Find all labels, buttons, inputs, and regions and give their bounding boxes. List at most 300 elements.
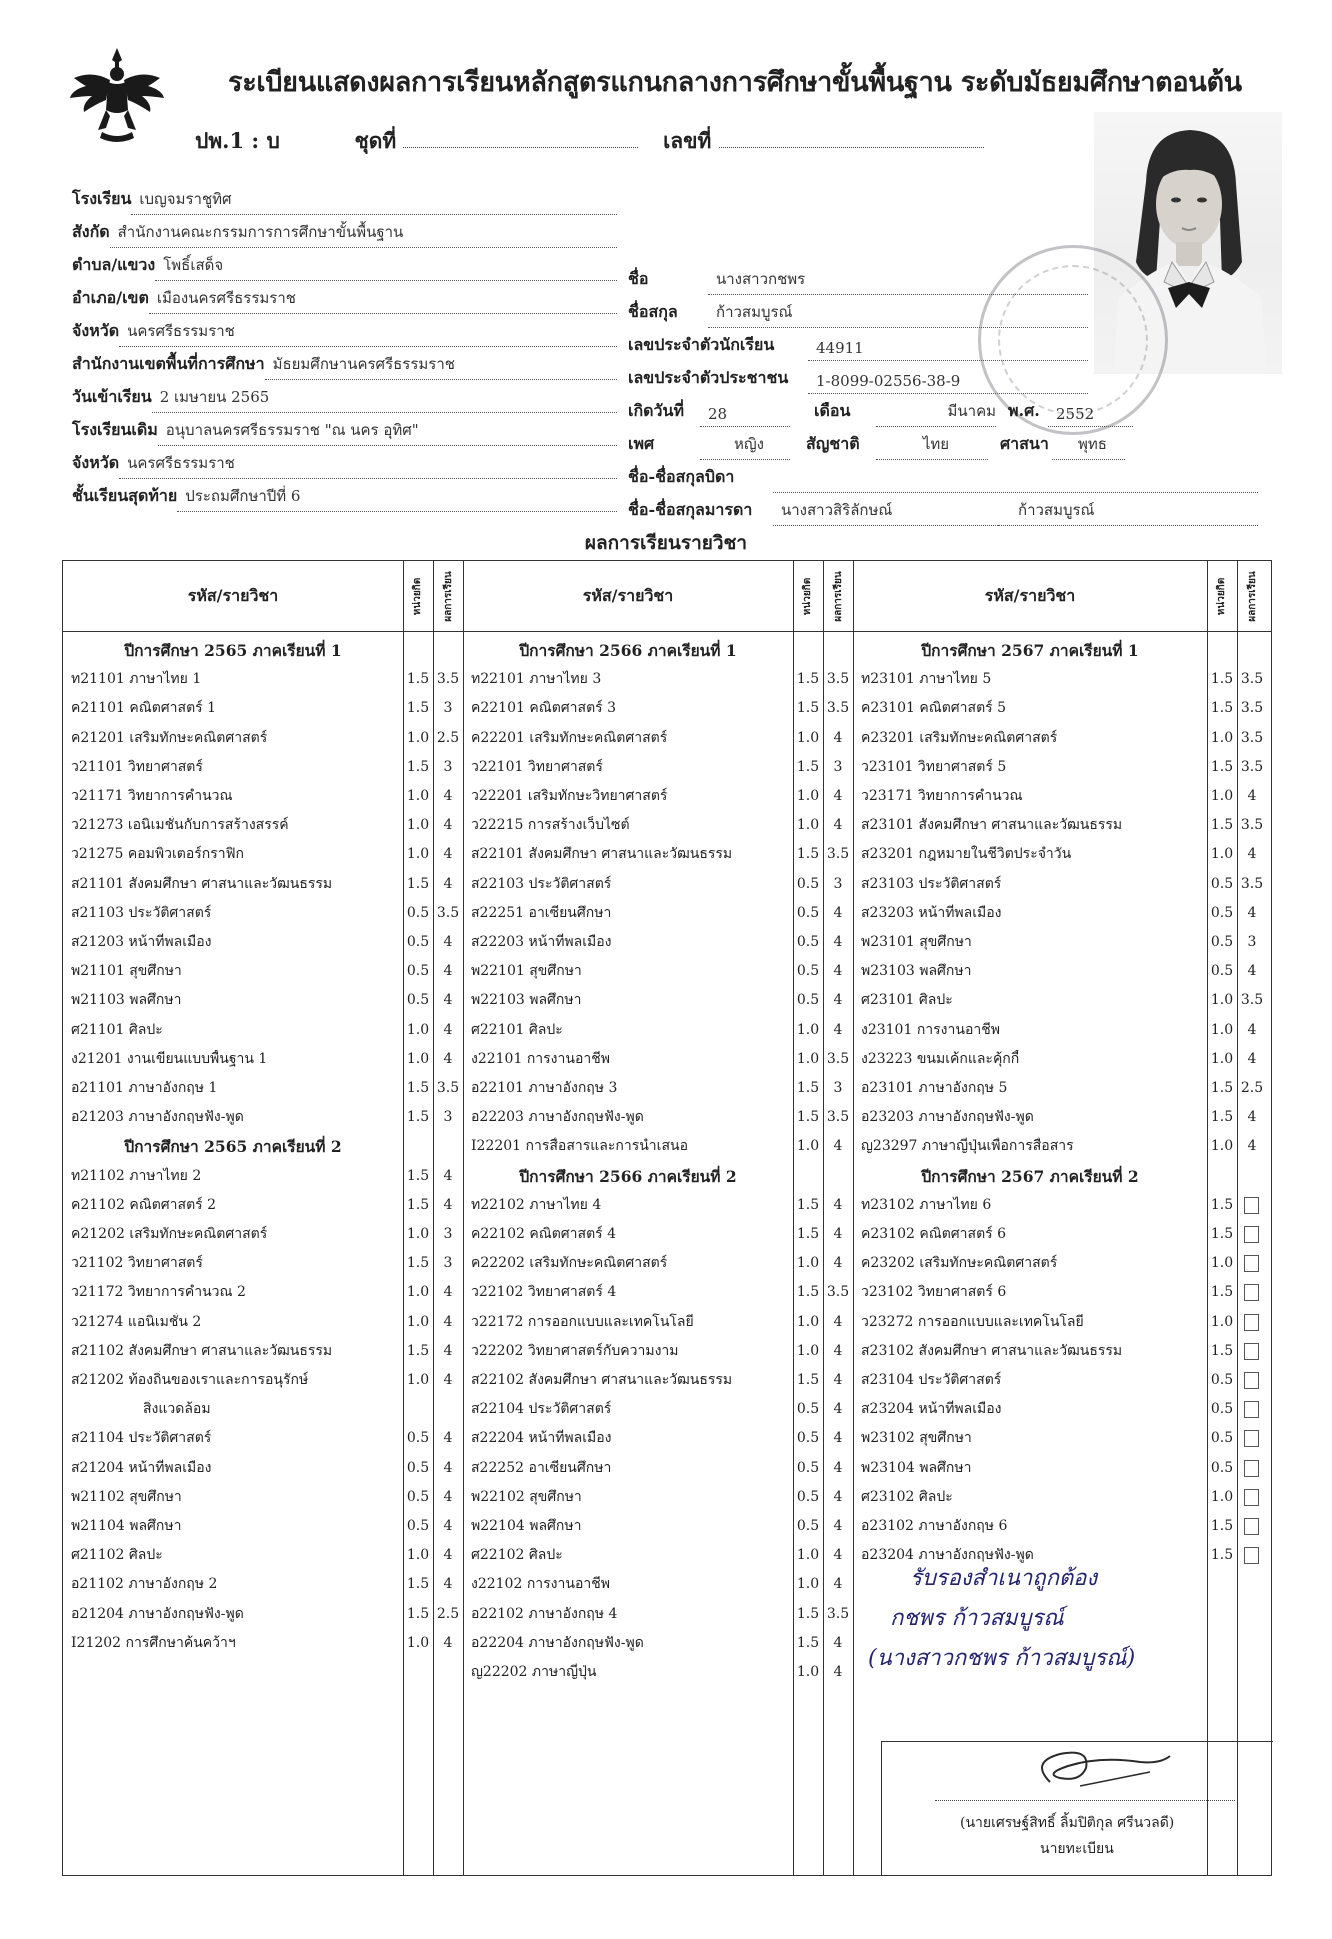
credit-value: 0.5 [406, 992, 430, 1009]
subject-name: ว21172 วิทยาการคำนวณ 2 [71, 1284, 246, 1301]
credit-value: 0.5 [796, 1401, 820, 1418]
grade-value: 3 [833, 758, 843, 775]
info-row [72, 446, 617, 479]
sex: หญิง [700, 432, 790, 460]
grade-empty-box [1244, 1547, 1259, 1564]
subject-name: อ23204 ภาษาอังกฤษฟัง-พูด [861, 1547, 1034, 1564]
info-row [72, 215, 617, 248]
subject-name: ส23101 สังคมศึกษา ศาสนาและวัฒนธรรม [861, 817, 1123, 834]
credit-value: 1.5 [796, 846, 820, 863]
header-grade-text: ผลการเรียน [832, 570, 844, 622]
info-row [72, 380, 617, 413]
grade-value: 4 [833, 1342, 843, 1359]
grade-value: 4 [443, 1284, 453, 1301]
grade-value: 3.5 [826, 1605, 850, 1622]
subject-name: ค22201 เสริมทักษะคณิตศาสตร์ [471, 729, 668, 746]
info-label: จังหวัด [72, 321, 120, 340]
subject-name: ส21203 หน้าที่พลเมือง [71, 934, 212, 950]
subject-name: ว22101 วิทยาศาสตร์ [471, 758, 603, 775]
credit-value: 1.0 [796, 1576, 820, 1593]
credit-value: 1.5 [1210, 1518, 1234, 1534]
grade-value: 3.5 [1240, 817, 1264, 834]
subject-name: ง21201 งานเขียนแบบพื้นฐาน 1 [71, 1050, 268, 1067]
credit-value: 1.0 [406, 817, 430, 834]
credit-value: 1.5 [406, 1167, 430, 1184]
grade-value: 4 [443, 1196, 453, 1213]
citizen-id-label: เลขประจำตัวประชาชน [628, 368, 789, 387]
subject-name: ส22102 สังคมศึกษา ศาสนาและวัฒนธรรม [471, 1372, 733, 1388]
sex-label: เพศ [628, 434, 655, 453]
credit-value: 1.5 [796, 700, 820, 717]
credit-value: 1.5 [406, 1255, 430, 1272]
credit-value: 1.0 [796, 1050, 820, 1067]
grade-empty-box [1244, 1460, 1259, 1477]
grade-value: 4 [443, 992, 453, 1009]
subject-name: ส22251 อาเซียนศึกษา [471, 904, 612, 921]
grade-value: 3.5 [1240, 729, 1264, 746]
grade-value: 4 [443, 1342, 453, 1359]
subject-name: ส22104 ประวัติศาสตร์ [471, 1401, 612, 1418]
info-row [72, 479, 617, 512]
grade-value: 4 [833, 1313, 843, 1330]
subject-name: ค23202 เสริมทักษะคณิตศาสตร์ [861, 1255, 1058, 1272]
citizen-id: 1-8099-02556-38-9 [808, 372, 1088, 394]
subject-name: ค23101 คณิตศาสตร์ 5 [861, 700, 1007, 717]
column-border [853, 561, 854, 1875]
grade-value: 4 [443, 1372, 453, 1388]
grade-value: 3.5 [826, 671, 850, 688]
credit-value: 1.5 [796, 1284, 820, 1301]
credit-value: 1.5 [406, 1605, 430, 1622]
credit-value: 1.0 [796, 1138, 820, 1155]
school-info [72, 182, 617, 512]
info-row [72, 182, 617, 215]
subject-name: อ21102 ภาษาอังกฤษ 2 [71, 1576, 218, 1593]
subject-name: ส22101 สังคมศึกษา ศาสนาและวัฒนธรรม [471, 846, 733, 863]
grade-value: 4 [833, 1196, 843, 1213]
subject-name: ญ23297 ภาษาญี่ปุ่นเพื่อการสื่อสาร [861, 1138, 1074, 1155]
info-label: โรงเรียน [72, 189, 132, 208]
grade-value: 4 [833, 1226, 843, 1242]
header-grade [1237, 563, 1267, 629]
subject-name: พ21103 พลศึกษา [71, 992, 182, 1009]
header-grade-text: ผลการเรียน [1246, 570, 1258, 622]
subject-name: ส21202 ท้องถิ่นของเราและการอนุรักษ์ [71, 1372, 309, 1388]
credit-value: 1.0 [796, 1021, 820, 1038]
info-label: ตำบล/แขวง [72, 255, 156, 274]
grade-value: 4 [443, 1021, 453, 1038]
subject-name: ค22101 คณิตศาสตร์ 3 [471, 700, 617, 717]
info-label: โรงเรียนเดิม [72, 420, 158, 439]
credit-value: 0.5 [796, 1430, 820, 1447]
info-label: สำนักงานเขตพื้นที่การศึกษา [72, 354, 265, 373]
subject-name: ท23101 ภาษาไทย 5 [861, 671, 992, 688]
grade-value: 4 [833, 788, 843, 804]
grade-empty-box [1244, 1255, 1259, 1272]
form-code: ปพ.1 : บ [195, 128, 280, 153]
grade-value: 4 [443, 1576, 453, 1593]
grade-value: 3.5 [1240, 992, 1264, 1009]
credit-value: 1.0 [1210, 1255, 1234, 1272]
credit-value: 1.5 [406, 758, 430, 775]
subject-name: ส23103 ประวัติศาสตร์ [861, 875, 1002, 892]
grade-value: 4 [1247, 846, 1257, 863]
subject-name: ส22103 ประวัติศาสตร์ [471, 875, 612, 892]
subject-name: อ21204 ภาษาอังกฤษฟัง-พูด [71, 1605, 244, 1622]
birth-day: 28 [700, 405, 790, 427]
credit-value: 1.0 [796, 1313, 820, 1330]
grade-empty-box [1244, 1401, 1259, 1418]
grade-value: 4 [833, 1255, 843, 1272]
subject-continuation: สิ่งแวดล้อม [143, 1401, 211, 1418]
mother-label: ชื่อ-ชื่อสกุลมารดา [628, 500, 753, 519]
subject-name: ส21104 ประวัติศาสตร์ [71, 1430, 212, 1447]
header-subject: รหัส/รายวิชา [582, 585, 674, 605]
subject-name: I22201 การสื่อสารและการนำเสนอ [471, 1138, 688, 1155]
credit-value: 1.0 [1210, 1138, 1234, 1155]
subject-name: ส23104 ประวัติศาสตร์ [861, 1372, 1002, 1388]
credit-value: 1.5 [1210, 1547, 1234, 1564]
signature-box-left-border [881, 1741, 882, 1875]
credit-value: 1.0 [1210, 846, 1234, 863]
grade-value: 4 [1247, 1138, 1257, 1155]
birth-row [628, 394, 1278, 427]
subject-name: ว21273 เอนิเมชั่นกับการสร้างสรรค์ [71, 817, 289, 834]
subject-name: ส23201 กฎหมายในชีวิตประจำวัน [861, 846, 1072, 863]
subject-name: อ23101 ภาษาอังกฤษ 5 [861, 1080, 1008, 1096]
credit-value: 1.0 [1210, 729, 1234, 746]
grade-value: 4 [1247, 1021, 1257, 1038]
subject-name: อ22101 ภาษาอังกฤษ 3 [471, 1080, 618, 1096]
info-row [72, 314, 617, 347]
grade-value: 4 [833, 1138, 843, 1155]
credit-value: 0.5 [796, 992, 820, 1009]
subject-name: ส22252 อาเซียนศึกษา [471, 1459, 612, 1476]
credit-value: 1.5 [1210, 817, 1234, 834]
credit-value: 1.5 [1210, 1109, 1234, 1126]
term-heading: ปีการศึกษา 2567 ภาคเรียนที่ 1 [921, 641, 1139, 660]
handwritten-certified: รับรองสำเนาถูกต้อง [910, 1566, 1098, 1591]
credit-value: 1.5 [1210, 1284, 1234, 1301]
term-heading: ปีการศึกษา 2566 ภาคเรียนที่ 1 [519, 641, 737, 660]
grade-value: 3.5 [1240, 700, 1264, 717]
subject-name: พ23102 สุขศึกษา [861, 1430, 972, 1447]
subject-name: พ22104 พลศึกษา [471, 1518, 582, 1534]
credit-value: 1.5 [406, 700, 430, 717]
grade-value: 3 [443, 1226, 453, 1242]
grade-value: 4 [833, 1488, 843, 1505]
credit-value: 1.5 [796, 1226, 820, 1242]
grade-value: 4 [833, 963, 843, 980]
credit-value: 1.5 [406, 1109, 430, 1126]
subject-name: ว21102 วิทยาศาสตร์ [71, 1255, 203, 1272]
grade-value: 4 [833, 729, 843, 746]
subject-name: ศ21102 ศิลปะ [71, 1547, 163, 1564]
info-value: มัธยมศึกษานครศรีธรรมราช [265, 352, 617, 380]
father-label: ชื่อ-ชื่อสกุลบิดา [628, 467, 735, 486]
credit-value: 1.0 [406, 1226, 430, 1242]
grade-value: 4 [833, 1664, 843, 1680]
grade-empty-box [1244, 1197, 1259, 1214]
birth-year: 2552 [1048, 405, 1133, 427]
credit-value: 1.5 [1210, 1080, 1234, 1096]
subject-name: อ21101 ภาษาอังกฤษ 1 [71, 1080, 218, 1096]
subject-name: ว23171 วิทยาการคำนวณ [861, 788, 1023, 804]
grade-value: 3.5 [826, 1284, 850, 1301]
subject-name: ส21102 สังคมศึกษา ศาสนาและวัฒนธรรม [71, 1342, 333, 1359]
credit-value: 0.5 [406, 934, 430, 950]
student-id: 44911 [808, 339, 1088, 361]
credit-value: 0.5 [406, 1518, 430, 1534]
subject-name: พ23103 พลศึกษา [861, 963, 972, 980]
term-heading: ปีการศึกษา 2566 ภาคเรียนที่ 2 [519, 1166, 737, 1186]
info-value: นครศรีธรรมราช [119, 319, 617, 347]
credit-value: 1.5 [796, 758, 820, 775]
credit-value: 0.5 [1210, 1430, 1234, 1447]
subject-name: ท22102 ภาษาไทย 4 [471, 1196, 602, 1213]
signature-line [935, 1800, 1235, 1801]
grade-value: 2.5 [1240, 1080, 1264, 1096]
subject-name: พ22101 สุขศึกษา [471, 963, 582, 980]
grade-value: 4 [443, 1167, 453, 1184]
subject-name: พ23101 สุขศึกษา [861, 934, 972, 950]
grade-value: 3 [833, 875, 843, 892]
info-label: วันเข้าเรียน [72, 387, 152, 406]
info-value: โพธิ์เสด็จ [155, 253, 617, 281]
credit-value: 1.5 [1210, 1196, 1234, 1213]
grade-value: 3.5 [436, 904, 460, 921]
credit-value: 0.5 [1210, 1459, 1234, 1476]
credit-value: 0.5 [406, 1488, 430, 1505]
subject-name: ว22172 การออกแบบและเทคโนโลยี [471, 1313, 694, 1330]
credit-value: 0.5 [1210, 1372, 1234, 1388]
subject-name: ค23102 คณิตศาสตร์ 6 [861, 1226, 1007, 1242]
subject-name: ค22202 เสริมทักษะคณิตศาสตร์ [471, 1255, 668, 1272]
info-value: ประถมศึกษาปีที่ 6 [177, 484, 617, 512]
subject-name: พ21101 สุขศึกษา [71, 963, 182, 980]
credit-value: 1.0 [1210, 1488, 1234, 1505]
grade-value: 4 [443, 1547, 453, 1564]
document-title: ระเบียนแสดงผลการเรียนหลักสูตรแกนกลางการศึกษาขั้นพื้นฐาน ระดับมัธยมศึกษาตอนต้น [228, 67, 1242, 98]
grade-empty-box [1244, 1518, 1259, 1535]
grades-table [62, 560, 1272, 1876]
subject-name: ว22102 วิทยาศาสตร์ 4 [471, 1284, 617, 1301]
grade-value: 4 [1247, 1050, 1257, 1067]
grade-value: 3 [833, 1080, 843, 1096]
grade-value: 4 [443, 1050, 453, 1067]
info-row [72, 413, 617, 446]
subject-name: ส23204 หน้าที่พลเมือง [861, 1401, 1002, 1418]
garuda-emblem-icon [62, 40, 172, 150]
subject-name: I21202 การศึกษาค้นคว้าฯ [71, 1634, 236, 1651]
credit-value: 1.5 [796, 1605, 820, 1622]
credit-value: 0.5 [1210, 963, 1234, 980]
birth-month-label: เดือน [814, 401, 851, 420]
header-credit-text: หน่วยกิต [802, 577, 814, 615]
grade-value: 3 [443, 1255, 453, 1272]
grade-value: 3.5 [826, 1050, 850, 1067]
subject-name: พ22102 สุขศึกษา [471, 1488, 582, 1505]
grade-value: 4 [833, 1021, 843, 1038]
subject-name: ว22215 การสร้างเว็บไซต์ [471, 817, 630, 834]
credit-value: 1.5 [796, 1109, 820, 1126]
subject-name: อ23203 ภาษาอังกฤษฟัง-พูด [861, 1109, 1034, 1126]
mother-last-name: ก้าวสมบูรณ์ [998, 498, 1258, 526]
column-border [463, 561, 464, 1875]
grade-value: 2.5 [436, 1605, 460, 1622]
info-value: นครศรีธรรมราช [119, 451, 617, 479]
subject-name: ส22203 หน้าที่พลเมือง [471, 934, 612, 950]
info-row [628, 328, 1278, 361]
info-row [72, 347, 617, 380]
subject-name: ศ22101 ศิลปะ [471, 1021, 563, 1038]
subject-name: ค21201 เสริมทักษะคณิตศาสตร์ [71, 729, 268, 746]
credit-value: 1.0 [406, 1372, 430, 1388]
grade-value: 4 [833, 1518, 843, 1534]
credit-value: 1.5 [406, 1342, 430, 1359]
grade-value: 4 [443, 1313, 453, 1330]
credit-value: 0.5 [796, 1488, 820, 1505]
subject-name: ว22201 เสริมทักษะวิทยาศาสตร์ [471, 788, 668, 804]
grade-value: 3.5 [1240, 671, 1264, 688]
subject-name: ง23223 ขนมเค้กและคุ้กกี้ [861, 1050, 1020, 1067]
credit-value: 1.0 [796, 1255, 820, 1272]
registrar-name: (นายเศรษฐ์สิทธิ์ ลิ้มปิติกุล ศรีนวลดี) [960, 1815, 1175, 1831]
grade-value: 2.5 [436, 729, 460, 746]
father-name [773, 489, 1258, 493]
grade-value: 4 [443, 1518, 453, 1534]
credit-value: 1.5 [796, 671, 820, 688]
subject-name: ท22101 ภาษาไทย 3 [471, 671, 602, 688]
credit-value: 1.0 [796, 1664, 820, 1680]
credit-value: 0.5 [796, 963, 820, 980]
credit-value: 1.0 [796, 1547, 820, 1564]
subject-name: ว23101 วิทยาศาสตร์ 5 [861, 758, 1007, 775]
grade-value: 3 [443, 758, 453, 775]
info-label: อำเภอ/เขต [72, 288, 149, 307]
subject-name: ท21101 ภาษาไทย 1 [71, 671, 202, 688]
credit-value: 1.5 [796, 1634, 820, 1651]
header-subject: รหัส/รายวิชา [984, 585, 1076, 605]
subject-name: ศ23102 ศิลปะ [861, 1488, 953, 1505]
set-label: ชุดที่ [354, 128, 397, 153]
credit-value: 1.0 [406, 788, 430, 804]
grade-empty-box [1244, 1226, 1259, 1243]
subject-name: ส21101 สังคมศึกษา ศาสนาและวัฒนธรรม [71, 875, 333, 892]
grade-value: 4 [443, 1459, 453, 1476]
grade-value: 4 [833, 1634, 843, 1651]
subject-name: พ21102 สุขศึกษา [71, 1488, 182, 1505]
credit-value: 1.5 [406, 1576, 430, 1593]
subject-name: ส23102 สังคมศึกษา ศาสนาและวัฒนธรรม [861, 1342, 1123, 1359]
student-surname: ก้าวสมบูรณ์ [708, 300, 1088, 328]
nationality-label: สัญชาติ [806, 434, 860, 453]
grade-value: 4 [833, 817, 843, 834]
name-label: ชื่อ [628, 269, 649, 288]
student-id-label: เลขประจำตัวนักเรียน [628, 335, 775, 354]
grade-value: 4 [443, 1634, 453, 1651]
info-label: ชั้นเรียนสุดท้าย [72, 486, 178, 505]
subject-name: ศ23101 ศิลปะ [861, 992, 953, 1009]
credit-value: 1.0 [406, 1634, 430, 1651]
subject-name: ส21103 ประวัติศาสตร์ [71, 904, 212, 921]
grade-value: 4 [833, 934, 843, 950]
term-heading: ปีการศึกษา 2565 ภาคเรียนที่ 2 [124, 1137, 342, 1157]
grade-value: 4 [1247, 1109, 1257, 1126]
grade-value: 3.5 [436, 1080, 460, 1096]
credit-value: 1.5 [1210, 758, 1234, 775]
info-row [72, 248, 617, 281]
credit-value: 1.5 [406, 875, 430, 892]
info-row [628, 361, 1278, 394]
info-value: เบญจมราชูทิศ [131, 187, 617, 215]
student-name: นางสาวกชพร [708, 267, 1088, 295]
credit-value: 1.0 [796, 817, 820, 834]
term-heading: ปีการศึกษา 2565 ภาคเรียนที่ 1 [124, 641, 342, 660]
grade-value: 3.5 [826, 700, 850, 717]
credit-value: 1.0 [1210, 1050, 1234, 1067]
subject-name: ว21171 วิทยาการคำนวณ [71, 788, 233, 804]
credit-value: 1.0 [1210, 1313, 1234, 1330]
term-heading: ปีการศึกษา 2567 ภาคเรียนที่ 2 [921, 1166, 1139, 1186]
info-value: อนุบาลนครศรีธรรมราช "ณ นคร อุทิศ" [158, 418, 617, 446]
info-row [72, 281, 617, 314]
header-credit [793, 563, 823, 629]
subject-name: พ21104 พลศึกษา [71, 1518, 182, 1534]
header-credit-text: หน่วยกิต [412, 577, 424, 615]
credit-value: 0.5 [1210, 1401, 1234, 1418]
credit-value: 0.5 [1210, 904, 1234, 921]
info-value: สำนักงานคณะกรรมการการศึกษาขั้นพื้นฐาน [110, 220, 617, 248]
registrar-position: นายทะเบียน [1040, 1841, 1114, 1857]
credit-value: 1.0 [1210, 1021, 1234, 1038]
info-label: จังหวัด [72, 453, 120, 472]
grade-value: 3 [443, 1109, 453, 1126]
subject-name: อ21203 ภาษาอังกฤษฟัง-พูด [71, 1109, 244, 1126]
subject-name: ง23101 การงานอาชีพ [861, 1021, 1000, 1038]
grade-value: 4 [443, 846, 453, 863]
subject-name: ว23272 การออกแบบและเทคโนโลยี [861, 1313, 1084, 1330]
grade-value: 4 [833, 1576, 843, 1593]
credit-value: 1.0 [796, 1342, 820, 1359]
info-row [628, 493, 1278, 526]
info-row [628, 460, 1278, 493]
sex-row [628, 427, 1278, 460]
credit-value: 0.5 [796, 875, 820, 892]
credit-value: 1.5 [1210, 671, 1234, 688]
subject-name: ศ21101 ศิลปะ [71, 1021, 163, 1038]
subject-name: ท21102 ภาษาไทย 2 [71, 1167, 202, 1184]
grade-value: 4 [1247, 788, 1257, 804]
grade-value: 4 [833, 1372, 843, 1388]
form-line [195, 125, 984, 158]
credit-value: 1.0 [406, 1313, 430, 1330]
credit-value: 0.5 [796, 1459, 820, 1476]
birth-month: มีนาคม [876, 399, 996, 427]
grade-value: 3.5 [1240, 758, 1264, 775]
credit-value: 1.5 [796, 1372, 820, 1388]
grade-value: 3.5 [436, 671, 460, 688]
birth-day-label: เกิดวันที่ [628, 401, 685, 420]
grade-value: 4 [443, 934, 453, 950]
credit-value: 0.5 [406, 904, 430, 921]
credit-value: 1.0 [406, 1021, 430, 1038]
grade-value: 4 [1247, 963, 1257, 980]
grade-value: 3 [443, 700, 453, 717]
grade-empty-box [1244, 1284, 1259, 1301]
subject-name: ค21202 เสริมทักษะคณิตศาสตร์ [71, 1226, 268, 1242]
credit-value: 0.5 [406, 1459, 430, 1476]
